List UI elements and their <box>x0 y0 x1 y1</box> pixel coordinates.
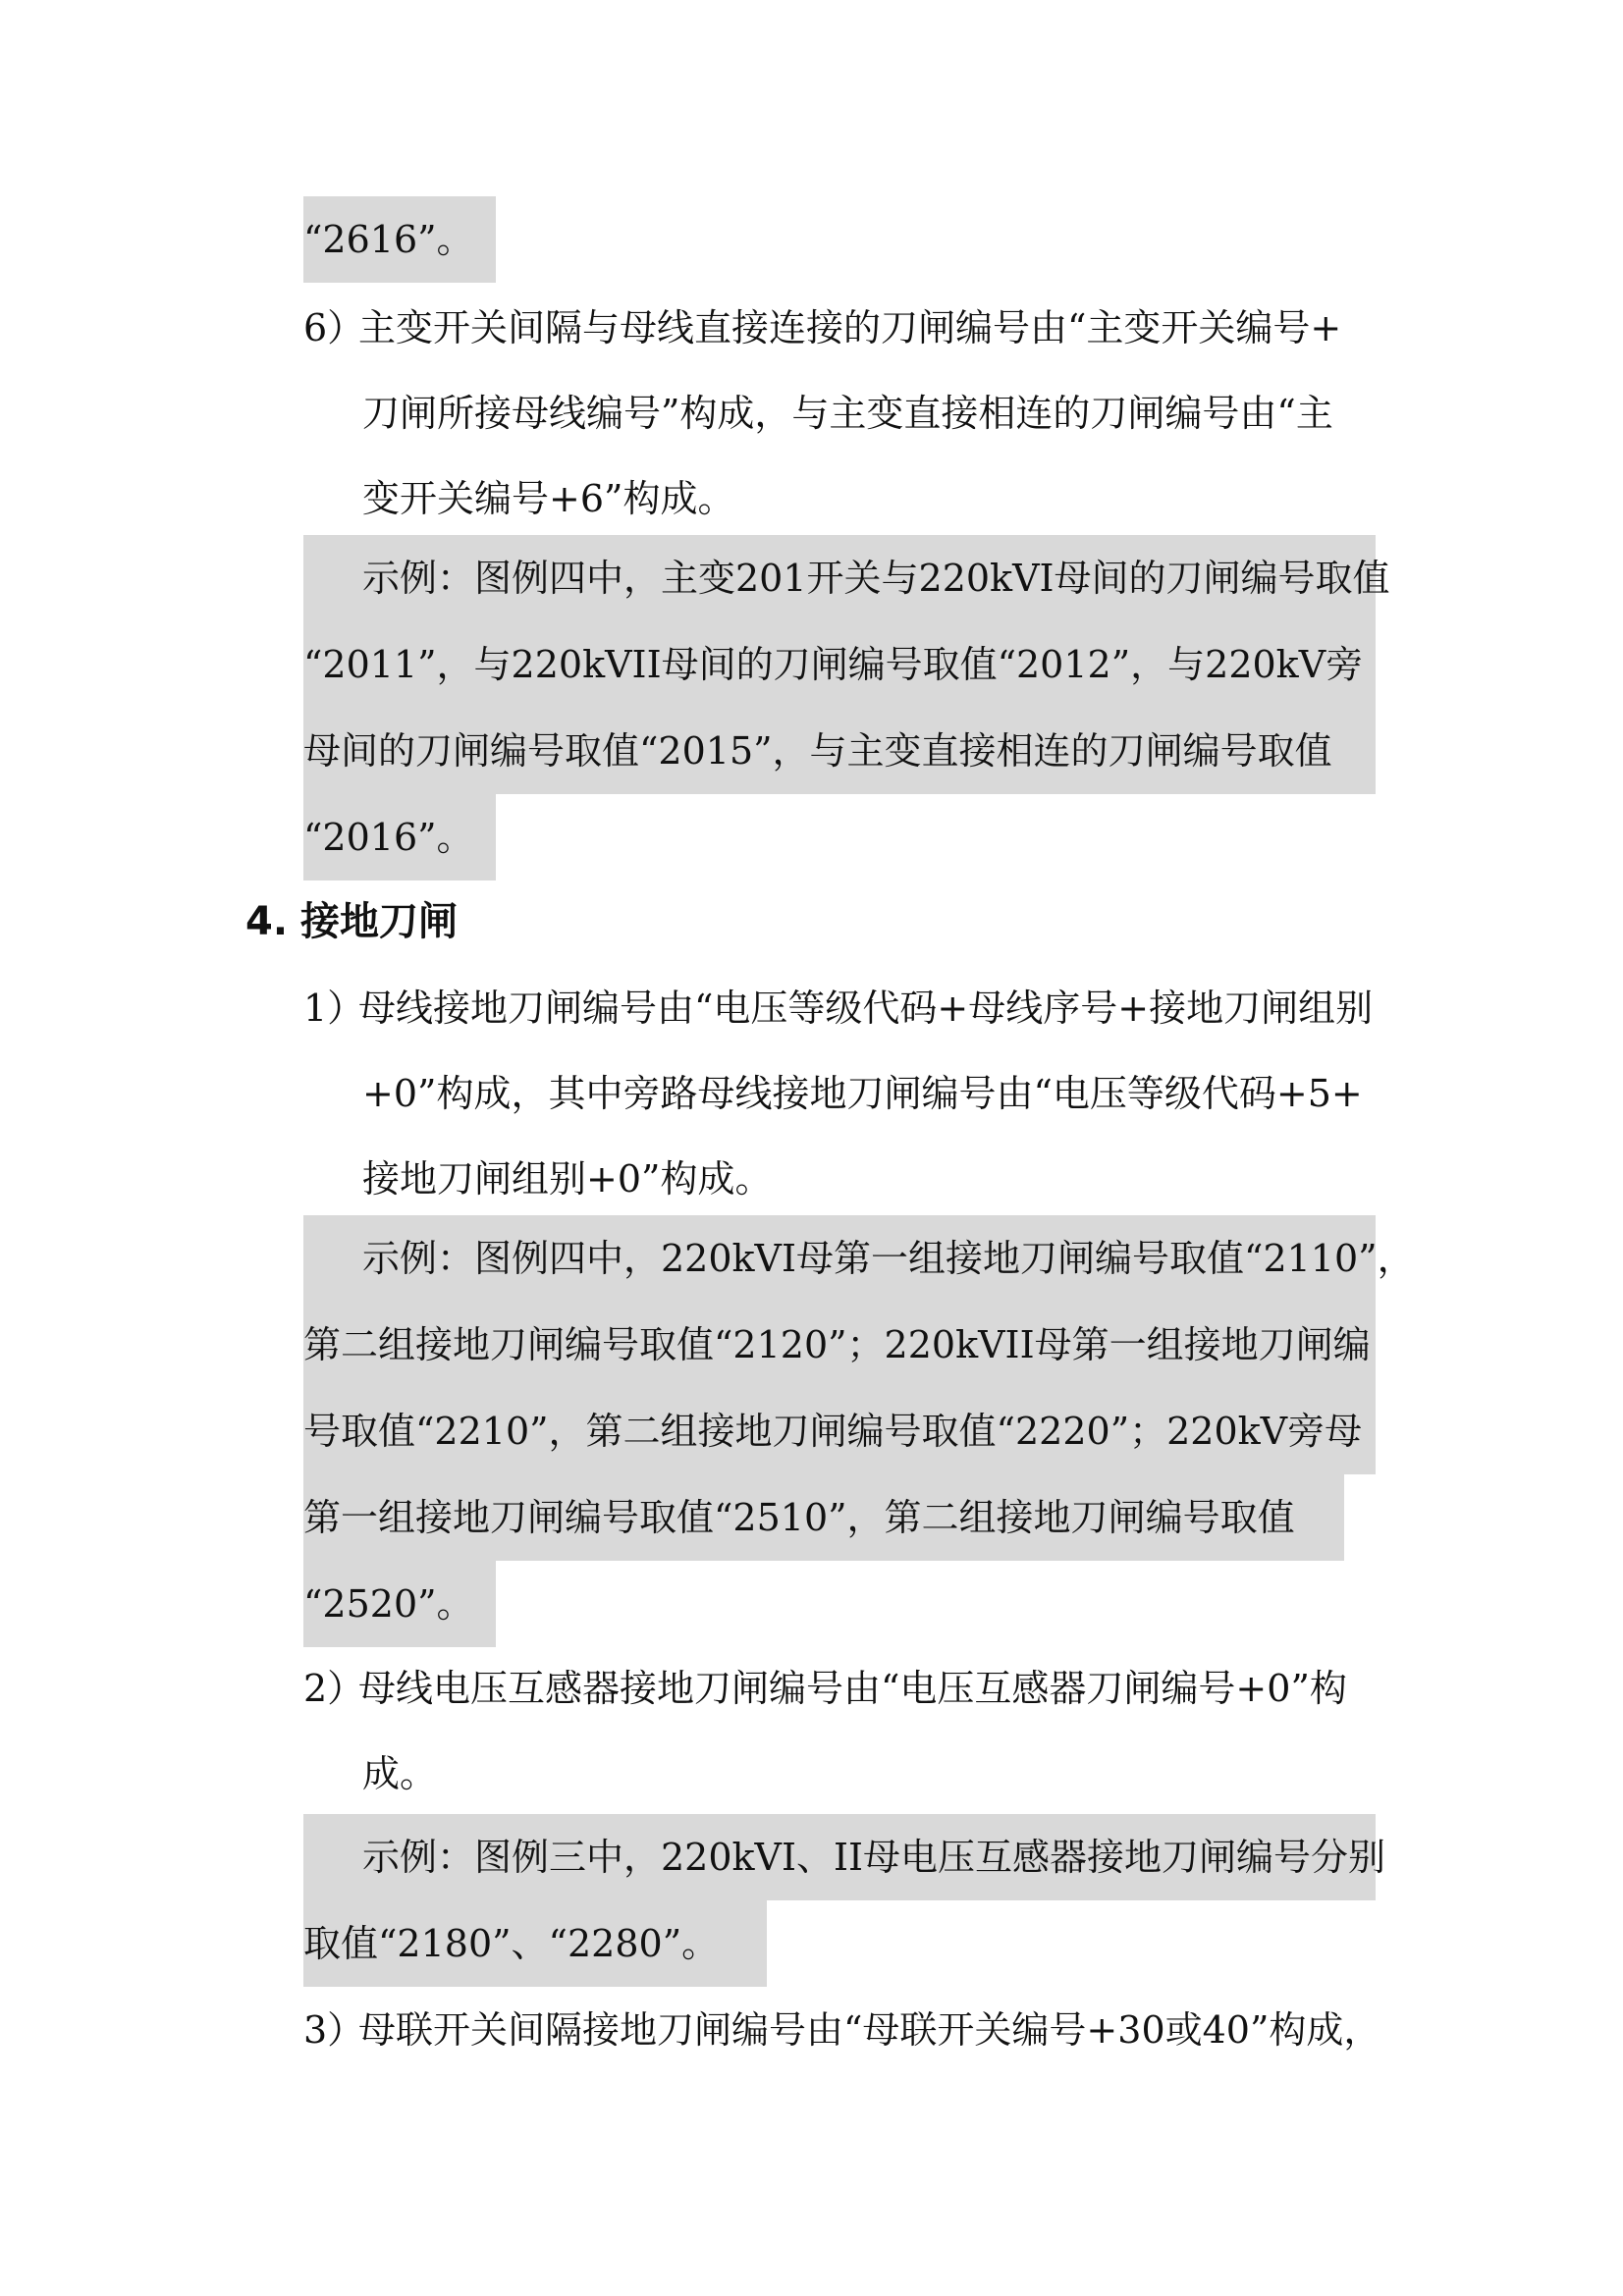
list-text: 母线电压互感器接地刀闸编号由“电压互感器刀闸编号+0”构 <box>358 1667 1347 1710</box>
list-text: 母联开关间隔接地刀闸编号由“母联开关编号+30或40”构成， <box>358 2008 1381 2052</box>
list-number: 2） <box>303 1667 365 1710</box>
list-text-continued: 变开关编号+6”构成。 <box>362 477 735 520</box>
section-heading <box>245 879 458 965</box>
section-number: 4. <box>245 899 289 944</box>
list-item-2 <box>303 1645 1347 1732</box>
example-line: “2616”。 <box>303 196 496 283</box>
list-number: 3） <box>303 2008 365 2052</box>
list-item-3 <box>303 1987 1380 2073</box>
example-line: “2520”。 <box>303 1561 496 1647</box>
list-text-continued: +0”构成，其中旁路母线接地刀闸编号由“电压等级代码+5+ <box>362 1072 1363 1115</box>
example-line: “2016”。 <box>303 794 496 881</box>
list-text: 主变开关间隔与母线直接连接的刀闸编号由“主变开关编号+ <box>358 306 1342 349</box>
example-line: 号取值“2210”，第二组接地刀闸编号取值“2220”；220kV旁母 <box>303 1388 1376 1474</box>
example-line: 母间的刀闸编号取值“2015”，与主变直接相连的刀闸编号取值 <box>303 708 1376 794</box>
example-line: 示例：图例四中，主变201开关与220kVI母间的刀闸编号取值 <box>303 535 1376 621</box>
example-line: 取值“2180”、“2280”。 <box>303 1900 767 1987</box>
list-text-continued: 成。 <box>362 1752 438 1795</box>
list-text-continued: 接地刀闸组别+0”构成。 <box>362 1157 773 1201</box>
list-item-1 <box>303 965 1373 1051</box>
list-number: 1） <box>303 987 365 1030</box>
list-text-continued: 刀闸所接母线编号”构成，与主变直接相连的刀闸编号由“主 <box>362 392 1333 435</box>
example-line: 第一组接地刀闸编号取值“2510”，第二组接地刀闸编号取值 <box>303 1474 1344 1561</box>
section-title: 接地刀闸 <box>300 899 458 944</box>
example-line: 示例：图例四中，220kVI母第一组接地刀闸编号取值“2110”， <box>303 1215 1376 1302</box>
example-line: 示例：图例三中，220kVI、II母电压互感器接地刀闸编号分别 <box>303 1814 1376 1900</box>
list-text: 母线接地刀闸编号由“电压等级代码+母线序号+接地刀闸组别 <box>358 987 1374 1030</box>
example-line: 第二组接地刀闸编号取值“2120”；220kVII母第一组接地刀闸编 <box>303 1302 1376 1388</box>
list-number: 6） <box>303 306 365 349</box>
list-item-6 <box>303 285 1341 371</box>
example-line: “2011”，与220kVII母间的刀闸编号取值“2012”，与220kV旁 <box>303 621 1376 708</box>
